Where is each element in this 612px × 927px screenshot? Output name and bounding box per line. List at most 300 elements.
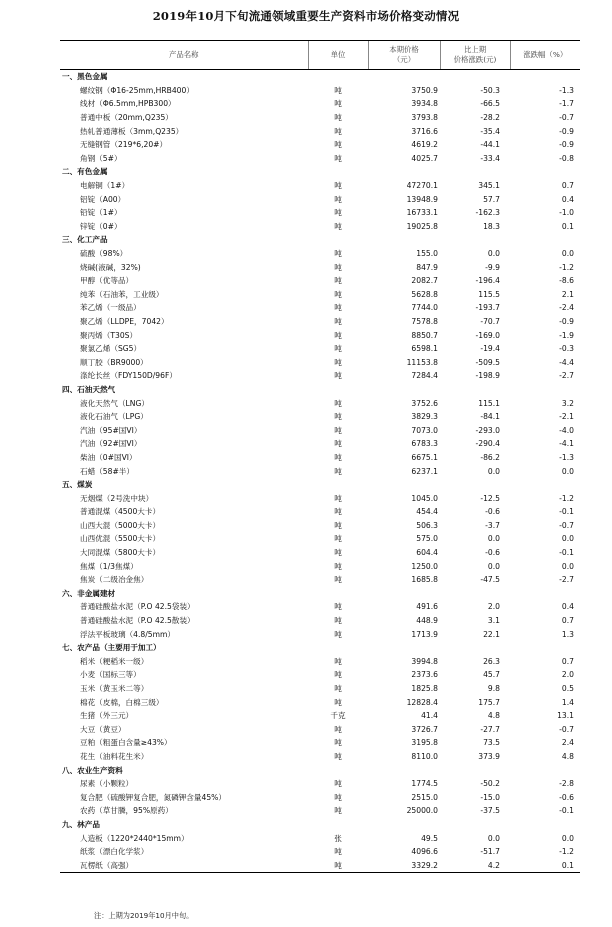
change-percent: -1.9 xyxy=(559,330,574,340)
unit-cell: 吨 xyxy=(334,194,342,204)
current-price: 11153.8 xyxy=(406,357,438,367)
unit-cell: 吨 xyxy=(334,779,342,789)
product-name: 尿素（小颗粒） xyxy=(80,779,134,789)
current-price: 16733.1 xyxy=(406,208,438,218)
unit-cell: 吨 xyxy=(334,751,342,761)
product-name: 甲醇（优等品） xyxy=(80,276,134,286)
product-name: 焦炭（二级冶金焦） xyxy=(80,575,149,585)
price-change: 45.7 xyxy=(483,670,500,680)
category-label: 五、煤炭 xyxy=(62,480,93,490)
change-percent: -4.1 xyxy=(559,439,574,449)
table-row xyxy=(60,790,580,804)
current-price: 41.4 xyxy=(421,711,438,721)
price-change: 2.0 xyxy=(487,602,500,612)
unit-cell: 千克 xyxy=(330,711,346,721)
price-change: -169.0 xyxy=(475,330,500,340)
table-row xyxy=(60,668,580,682)
change-percent: 2.1 xyxy=(561,289,574,299)
footnote: 注：上期为2019年10月中旬。 xyxy=(94,911,194,920)
header-price-change xyxy=(440,41,510,70)
unit-cell: 吨 xyxy=(334,85,342,95)
current-price: 47270.1 xyxy=(406,181,438,191)
price-change: -37.5 xyxy=(480,806,500,816)
price-change: 4.8 xyxy=(487,711,500,721)
change-percent: 2.4 xyxy=(561,738,574,748)
price-change: -193.7 xyxy=(475,303,500,313)
unit-cell: 吨 xyxy=(334,276,342,286)
change-percent: -0.9 xyxy=(559,126,574,136)
table-row xyxy=(60,655,580,669)
change-percent: -2.7 xyxy=(559,371,574,381)
unit-cell: 吨 xyxy=(308,858,368,872)
product-name: 玉米（黄玉米二等） xyxy=(80,684,149,694)
change-percent: -2.4 xyxy=(559,303,574,313)
price-change: 0.0 xyxy=(487,466,500,476)
unit-cell: 张 xyxy=(334,833,342,843)
change-percent: 1.4 xyxy=(561,697,574,707)
change-percent: -1.3 xyxy=(559,452,574,462)
product-name: 角钢（5#） xyxy=(80,153,122,163)
price-change: -0.6 xyxy=(485,548,500,558)
product-name: 聚丙烯（T30S） xyxy=(80,330,138,340)
product-name: 液化石油气（LPG） xyxy=(80,412,148,422)
product-name: 热轧普通薄板（3mm,Q235） xyxy=(80,126,184,136)
unit-cell: 吨 xyxy=(334,466,342,476)
product-name: 生猪（外三元） xyxy=(80,711,134,721)
price-change: 18.3 xyxy=(483,221,500,231)
table-row xyxy=(60,491,580,505)
price-change: 115.1 xyxy=(478,398,500,408)
current-price: 25000.0 xyxy=(406,806,438,816)
change-percent: 0.4 xyxy=(561,602,574,612)
current-price: 7073.0 xyxy=(411,425,438,435)
header-current-price-line1: 本期价格 xyxy=(389,45,419,54)
current-price: 3195.8 xyxy=(411,738,438,748)
price-change: -3.7 xyxy=(485,520,500,530)
change-percent: -0.1 xyxy=(559,806,574,816)
price-change: 57.7 xyxy=(483,194,500,204)
unit-cell: 吨 xyxy=(334,357,342,367)
unit-cell: 吨 xyxy=(334,738,342,748)
unit-cell: 吨 xyxy=(334,113,342,123)
product-name: 山西优混（5500大卡） xyxy=(80,534,161,544)
product-name: 普通硅酸盐水泥（P.O 42.5散装） xyxy=(80,616,195,626)
change-percent: -1.3 xyxy=(559,85,574,95)
price-change: -66.5 xyxy=(480,99,500,109)
table-row xyxy=(60,179,580,193)
current-price: 1713.9 xyxy=(411,629,438,639)
unit-cell: 吨 xyxy=(334,371,342,381)
table-body xyxy=(60,70,580,873)
header-unit: 单位 xyxy=(308,41,368,70)
current-price: 847.9 xyxy=(416,262,438,272)
product-name: 线材（Φ6.5mm,HPB300） xyxy=(80,99,176,109)
product-name: 花生（油料花生米） xyxy=(80,751,149,761)
price-change: 373.9 xyxy=(478,751,500,761)
current-price: 6237.1 xyxy=(411,466,438,476)
change-percent: -4.0 xyxy=(559,425,574,435)
price-change: -290.4 xyxy=(475,439,500,449)
category-row xyxy=(60,763,580,777)
product-name: 复合肥（硫酸钾复合肥，氮磷钾含量45%） xyxy=(80,792,226,802)
table-row xyxy=(60,600,580,614)
unit-cell: 吨 xyxy=(334,439,342,449)
table-row xyxy=(60,111,580,125)
unit-cell: 吨 xyxy=(334,724,342,734)
table-header xyxy=(60,41,580,70)
category-row xyxy=(60,478,580,492)
current-price: 19025.8 xyxy=(406,221,438,231)
header-current-price xyxy=(368,41,440,70)
unit-cell: 吨 xyxy=(334,847,342,857)
table-row xyxy=(60,192,580,206)
change-percent: 1.3 xyxy=(561,629,574,639)
product-name: 电解铜（1#） xyxy=(80,181,130,191)
current-price: 448.9 xyxy=(416,616,438,626)
current-price: 3752.6 xyxy=(411,398,438,408)
table-row xyxy=(60,858,580,872)
category-label: 一、黑色金属 xyxy=(62,72,108,82)
current-price: 49.5 xyxy=(421,833,438,843)
unit-cell: 吨 xyxy=(334,575,342,585)
table-row xyxy=(60,247,580,261)
table-row xyxy=(60,396,580,410)
change-percent: 3.2 xyxy=(561,398,574,408)
category-row xyxy=(60,641,580,655)
unit-cell: 吨 xyxy=(334,616,342,626)
current-price: 4096.6 xyxy=(411,847,438,857)
change-percent: 0.7 xyxy=(561,656,574,666)
unit-cell: 吨 xyxy=(334,452,342,462)
product-name: 顺丁胶（BR9000） xyxy=(80,357,148,367)
current-price: 1774.5 xyxy=(411,779,438,789)
unit-cell: 吨 xyxy=(334,670,342,680)
product-name: 大同混煤（5800大卡） xyxy=(80,548,161,558)
current-price: 1825.8 xyxy=(411,684,438,694)
table-row xyxy=(60,97,580,111)
table-row xyxy=(60,723,580,737)
category-row xyxy=(60,70,580,84)
price-change: -35.4 xyxy=(480,126,500,136)
price-table xyxy=(60,40,580,873)
table-row xyxy=(60,152,580,166)
price-change: -162.3 xyxy=(475,208,500,218)
table-row xyxy=(60,451,580,465)
unit-cell: 吨 xyxy=(334,126,342,136)
product-name: 浮法平板玻璃（4.8/5mm） xyxy=(80,629,176,639)
change-percent: -1.0 xyxy=(559,208,574,218)
table-row xyxy=(60,532,580,546)
table-row xyxy=(60,464,580,478)
page-title: 2019年10月下旬流通领域重要生产资料市场价格变动情况 xyxy=(152,9,460,23)
change-percent: -2.7 xyxy=(559,575,574,585)
table-row xyxy=(60,206,580,220)
product-name: 螺纹钢（Φ16-25mm,HRB400） xyxy=(80,85,194,95)
change-percent: -0.9 xyxy=(559,140,574,150)
unit-cell: 吨 xyxy=(334,303,342,313)
unit-cell: 吨 xyxy=(334,548,342,558)
unit-cell: 吨 xyxy=(334,697,342,707)
category-row xyxy=(60,818,580,832)
change-percent: 0.0 xyxy=(561,249,574,259)
category-label: 九、林产品 xyxy=(62,819,100,829)
price-change: -293.0 xyxy=(475,425,500,435)
category-label: 八、农业生产资料 xyxy=(62,765,123,775)
change-percent: 0.0 xyxy=(561,534,574,544)
price-change: 0.0 xyxy=(487,833,500,843)
table-row xyxy=(60,573,580,587)
price-change: 0.0 xyxy=(487,249,500,259)
product-name: 苯乙烯（一级品） xyxy=(80,303,141,313)
current-price: 2082.7 xyxy=(411,276,438,286)
current-price: 3793.8 xyxy=(411,113,438,123)
price-change: -15.0 xyxy=(480,792,500,802)
table-row xyxy=(60,804,580,818)
price-change: -51.7 xyxy=(480,847,500,857)
product-name: 聚氯乙烯（SG5） xyxy=(80,344,142,354)
product-name: 石蜡（58#半） xyxy=(80,466,134,476)
price-change: 3.1 xyxy=(487,616,500,626)
category-row xyxy=(60,165,580,179)
change-percent: -1.2 xyxy=(559,493,574,503)
change-percent: -0.7 xyxy=(559,724,574,734)
change-percent: -0.6 xyxy=(559,792,574,802)
table-row xyxy=(60,682,580,696)
price-change: 9.8 xyxy=(487,684,500,694)
product-name: 锌锭（0#） xyxy=(80,221,122,231)
unit-cell: 吨 xyxy=(334,534,342,544)
current-price: 3750.9 xyxy=(411,85,438,95)
price-change: -12.5 xyxy=(480,493,500,503)
unit-cell: 吨 xyxy=(334,330,342,340)
price-table-container xyxy=(60,40,580,873)
current-price: 12828.4 xyxy=(406,697,438,707)
current-price: 3994.8 xyxy=(411,656,438,666)
header-change-percent: 涨跌幅（%） xyxy=(510,41,580,70)
product-name: 涤纶长丝（FDY150D/96F） xyxy=(80,371,177,381)
table-row xyxy=(60,288,580,302)
table-row xyxy=(60,274,580,288)
product-name: 普通混煤（4500大卡） xyxy=(80,507,161,517)
current-price: 4619.2 xyxy=(411,140,438,150)
change-percent: 0.1 xyxy=(561,221,574,231)
current-price: 155.0 xyxy=(416,249,438,259)
product-name: 无烟煤（2号洗中块） xyxy=(80,493,154,503)
table-row xyxy=(60,315,580,329)
price-change: -86.2 xyxy=(480,452,500,462)
product-name: 稻米（粳稻米一级） xyxy=(80,656,149,666)
current-price: 604.4 xyxy=(416,548,438,558)
current-price: 3716.6 xyxy=(411,126,438,136)
change-percent: 0.7 xyxy=(561,181,574,191)
category-label: 七、农产品（主要用于加工） xyxy=(62,643,161,653)
product-name: 山西大混（5000大卡） xyxy=(80,520,161,530)
category-row xyxy=(60,587,580,601)
table-row xyxy=(60,614,580,628)
unit-cell: 吨 xyxy=(334,316,342,326)
current-price: 3726.7 xyxy=(411,724,438,734)
change-percent: -0.1 xyxy=(559,507,574,517)
change-percent: 0.4 xyxy=(561,194,574,204)
product-name: 农药（草甘膦，95%原药） xyxy=(80,806,173,816)
product-name: 普通中板（20mm,Q235） xyxy=(80,113,173,123)
product-name: 聚乙烯（LLDPE，7042） xyxy=(80,316,169,326)
table-row xyxy=(60,124,580,138)
product-name: 硫酸（98%） xyxy=(80,249,128,259)
table-row xyxy=(60,519,580,533)
unit-cell: 吨 xyxy=(334,289,342,299)
product-name: 人造板（1220*2440*15mm） xyxy=(80,833,189,843)
table-row xyxy=(60,736,580,750)
current-price: 506.3 xyxy=(416,520,438,530)
table-row xyxy=(60,750,580,764)
unit-cell: 吨 xyxy=(334,806,342,816)
product-name: 棉花（皮棉，白棉三级） xyxy=(80,697,164,707)
table-row xyxy=(60,220,580,234)
price-change: -0.6 xyxy=(485,507,500,517)
price-change: -9.9 xyxy=(485,262,500,272)
current-price: 13948.9 xyxy=(406,194,438,204)
product-name: 普通硅酸盐水泥（P.O 42.5袋装） xyxy=(80,602,195,612)
current-price: 8110.0 xyxy=(411,751,438,761)
price-change: -84.1 xyxy=(480,412,500,422)
change-percent: -0.7 xyxy=(559,113,574,123)
change-percent: 0.0 xyxy=(561,561,574,571)
current-price: 1685.8 xyxy=(411,575,438,585)
change-percent: 4.8 xyxy=(561,751,574,761)
table-row xyxy=(60,355,580,369)
table-row xyxy=(60,138,580,152)
header-product-name: 产品名称 xyxy=(60,41,308,70)
unit-cell: 吨 xyxy=(334,221,342,231)
product-name: 铅锭（1#） xyxy=(80,208,122,218)
unit-cell: 吨 xyxy=(334,262,342,272)
current-price: 4025.7 xyxy=(411,153,438,163)
change-percent: 0.0 xyxy=(561,833,574,843)
current-price: 2515.0 xyxy=(411,792,438,802)
price-change: 4.2 xyxy=(440,858,510,872)
unit-cell: 吨 xyxy=(334,656,342,666)
product-name: 小麦（国标三等） xyxy=(80,670,141,680)
price-change: 73.5 xyxy=(483,738,500,748)
change-percent: -4.4 xyxy=(559,357,574,367)
unit-cell: 吨 xyxy=(334,561,342,571)
price-change: -47.5 xyxy=(480,575,500,585)
table-row xyxy=(60,410,580,424)
table-row xyxy=(60,777,580,791)
unit-cell: 吨 xyxy=(334,520,342,530)
current-price: 3934.8 xyxy=(411,99,438,109)
current-price: 454.4 xyxy=(416,507,438,517)
change-percent: -2.8 xyxy=(559,779,574,789)
change-percent: 13.1 xyxy=(557,711,574,721)
price-change: -70.7 xyxy=(480,316,500,326)
product-name: 纸浆（漂白化学浆） xyxy=(80,847,149,857)
table-row xyxy=(60,423,580,437)
price-change: 22.1 xyxy=(483,629,500,639)
category-label: 二、有色金属 xyxy=(62,167,108,177)
unit-cell: 吨 xyxy=(334,792,342,802)
unit-cell: 吨 xyxy=(334,398,342,408)
unit-cell: 吨 xyxy=(334,507,342,517)
table-row xyxy=(60,831,580,845)
current-price: 1250.0 xyxy=(411,561,438,571)
table-row xyxy=(60,627,580,641)
current-price: 1045.0 xyxy=(411,493,438,503)
current-price: 6598.1 xyxy=(411,344,438,354)
unit-cell: 吨 xyxy=(334,344,342,354)
change-percent: -8.6 xyxy=(559,276,574,286)
current-price: 7284.4 xyxy=(411,371,438,381)
table-row xyxy=(60,505,580,519)
category-label: 六、非金属建材 xyxy=(62,588,116,598)
product-name: 无缝钢管（219*6,20#） xyxy=(80,140,168,150)
change-percent: 0.0 xyxy=(561,466,574,476)
category-label: 四、石油天然气 xyxy=(62,384,116,394)
table-row xyxy=(60,546,580,560)
product-name: 焦煤（1/3焦煤） xyxy=(80,561,138,571)
change-percent: -1.2 xyxy=(559,262,574,272)
table-row xyxy=(60,845,580,859)
product-name: 汽油（95#国VI） xyxy=(80,425,142,435)
category-label: 三、化工产品 xyxy=(62,235,108,245)
change-percent: -0.1 xyxy=(559,548,574,558)
current-price: 6783.3 xyxy=(411,439,438,449)
unit-cell: 吨 xyxy=(334,249,342,259)
current-price: 3329.2 xyxy=(368,858,440,872)
unit-cell: 吨 xyxy=(334,208,342,218)
change-percent: 0.5 xyxy=(561,684,574,694)
table-row xyxy=(60,342,580,356)
unit-cell: 吨 xyxy=(334,684,342,694)
unit-cell: 吨 xyxy=(334,602,342,612)
change-percent: -0.9 xyxy=(559,316,574,326)
price-change: 175.7 xyxy=(478,697,500,707)
price-change: -50.2 xyxy=(480,779,500,789)
current-price: 2373.6 xyxy=(411,670,438,680)
table-row xyxy=(60,328,580,342)
current-price: 3829.3 xyxy=(411,412,438,422)
change-percent: -0.7 xyxy=(559,520,574,530)
category-row xyxy=(60,383,580,397)
price-change: -198.9 xyxy=(475,371,500,381)
table-row xyxy=(60,84,580,98)
product-name: 纯苯（石油苯，工业级） xyxy=(80,289,164,299)
change-percent: -0.8 xyxy=(559,153,574,163)
current-price: 575.0 xyxy=(416,534,438,544)
product-name: 大豆（黄豆） xyxy=(80,724,126,734)
price-change: 0.0 xyxy=(487,561,500,571)
price-change: -27.7 xyxy=(480,724,500,734)
price-change: -33.4 xyxy=(480,153,500,163)
unit-cell: 吨 xyxy=(334,412,342,422)
price-change: 0.0 xyxy=(487,534,500,544)
table-row xyxy=(60,559,580,573)
table-row xyxy=(60,369,580,383)
table-row xyxy=(60,437,580,451)
product-name: 豆粕（粗蛋白含量≥43%） xyxy=(80,738,172,748)
price-change: 345.1 xyxy=(478,181,500,191)
price-change: -44.1 xyxy=(480,140,500,150)
category-row xyxy=(60,233,580,247)
current-price: 7744.0 xyxy=(411,303,438,313)
unit-cell: 吨 xyxy=(334,140,342,150)
change-percent: -1.7 xyxy=(559,99,574,109)
product-name: 液化天然气（LNG） xyxy=(80,398,149,408)
header-price-change-line1: 比上期 xyxy=(463,45,487,54)
price-change: -50.3 xyxy=(480,85,500,95)
current-price: 5628.8 xyxy=(411,289,438,299)
